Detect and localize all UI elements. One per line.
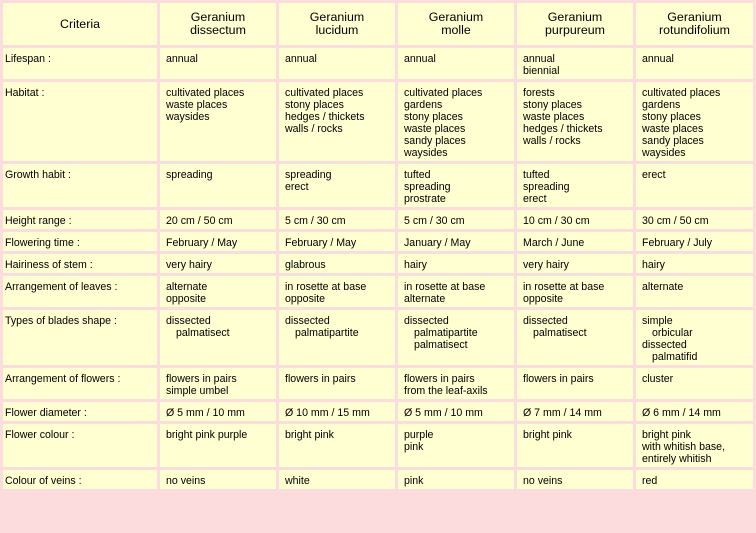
cell-line: alternate (166, 281, 208, 293)
cell-line: Ø 10 mm / 15 mm (285, 407, 370, 419)
table-cell (279, 424, 395, 467)
table-cell (517, 232, 633, 251)
cell-line: erect (285, 181, 309, 193)
cell-line: annual (166, 53, 198, 65)
cell-line: hairy (404, 259, 427, 271)
cell-line: white (285, 475, 310, 487)
table-row (3, 210, 753, 229)
table-cell (398, 276, 514, 307)
species-name: purpureum (545, 23, 605, 37)
cell-line: opposite (285, 293, 326, 305)
table-cell (517, 310, 633, 365)
cell-line: stony places (523, 99, 582, 111)
table-cell (398, 82, 514, 161)
table-row (3, 232, 753, 251)
header-row (3, 3, 753, 45)
table-row (3, 48, 753, 79)
cell-line: flowers in pairs (404, 373, 475, 385)
criteria-label: Types of blades shape : (3, 310, 157, 365)
criteria-label: Habitat : (3, 82, 157, 161)
species-genus: Geranium (667, 10, 722, 24)
table-row (3, 402, 753, 421)
cell-line: 30 cm / 50 cm (642, 215, 709, 227)
cell-line: walls / rocks (285, 123, 343, 135)
cell-line: annual (285, 53, 317, 65)
cell-line: cultivated places (285, 87, 364, 99)
criteria-label: Flowering time : (3, 232, 157, 251)
cell-line: tufted (404, 169, 431, 181)
cell-line: dissected (404, 315, 449, 327)
table-cell (398, 402, 514, 421)
cell-line: no veins (166, 475, 206, 487)
cell-line: waysides (404, 147, 448, 159)
table-cell (279, 164, 395, 207)
cell-line: flowers in pairs (523, 373, 594, 385)
cell-line: entirely whitish (642, 453, 712, 465)
table-cell (160, 424, 276, 467)
table-cell (160, 470, 276, 489)
cell-line: palmatifid (652, 351, 698, 363)
cell-line: bright pink purple (166, 429, 248, 441)
cell-line: opposite (523, 293, 564, 305)
table-cell (636, 210, 753, 229)
table-row (3, 424, 753, 467)
cell-line: pink (404, 441, 424, 453)
table-cell (398, 424, 514, 467)
criteria-label: Flower diameter : (3, 402, 157, 421)
cell-line: tufted (523, 169, 550, 181)
cell-line: February / July (642, 237, 713, 249)
criteria-header: Criteria (3, 3, 157, 45)
cell-line: spreading (404, 181, 451, 193)
table-row (3, 310, 753, 365)
cell-line: waysides (166, 111, 210, 123)
cell-line: 5 cm / 30 cm (285, 215, 346, 227)
cell-line: no veins (523, 475, 563, 487)
table-cell (279, 232, 395, 251)
cell-line: erect (523, 193, 547, 205)
cell-line: in rosette at base (285, 281, 367, 293)
cell-line: red (642, 475, 658, 487)
cell-line: February / May (166, 237, 238, 249)
species-genus: Geranium (190, 10, 246, 24)
cell-line: bright pink (642, 429, 691, 441)
species-genus: Geranium (428, 10, 484, 24)
cell-line: stony places (404, 111, 463, 123)
table-cell (636, 276, 753, 307)
table-row (3, 254, 753, 273)
cell-line: simple (642, 315, 673, 327)
table-cell (160, 210, 276, 229)
cell-line: biennial (523, 65, 560, 77)
species-name: molle (441, 23, 471, 37)
table-cell (636, 402, 753, 421)
criteria-label: Height range : (3, 210, 157, 229)
cell-line: hedges / thickets (523, 123, 603, 135)
criteria-label: Colour of veins : (3, 470, 157, 489)
cell-line: simple umbel (166, 385, 229, 397)
table-cell (160, 310, 276, 365)
table-row (3, 82, 753, 161)
cell-line: forests (523, 87, 555, 99)
cell-line: dissected (285, 315, 330, 327)
table-cell (636, 424, 753, 467)
table-cell (279, 402, 395, 421)
table-cell (636, 368, 753, 399)
criteria-label: Arrangement of leaves : (3, 276, 157, 307)
cell-line: erect (642, 169, 666, 181)
cell-line: 20 cm / 50 cm (166, 215, 233, 227)
table-cell (636, 310, 753, 365)
table-cell (636, 254, 753, 273)
table-cell (398, 310, 514, 365)
table-cell (398, 368, 514, 399)
species-name: dissectum (190, 23, 246, 37)
cell-line: dissected (166, 315, 211, 327)
cell-line: cluster (642, 373, 674, 385)
cell-line: sandy places (642, 135, 704, 147)
table-cell (517, 402, 633, 421)
cell-line: March / June (523, 237, 585, 249)
cell-line: glabrous (285, 259, 326, 271)
table-cell (636, 232, 753, 251)
criteria-label: Growth habit : (3, 164, 157, 207)
table-cell (160, 276, 276, 307)
table-cell (398, 232, 514, 251)
cell-line: January / May (404, 237, 471, 249)
table-cell (636, 48, 753, 79)
cell-line: palmatipartite (295, 327, 359, 339)
cell-line: gardens (642, 99, 681, 111)
species-header (517, 3, 633, 45)
species-header (398, 3, 514, 45)
cell-line: bright pink (285, 429, 334, 441)
cell-line: hedges / thickets (285, 111, 365, 123)
criteria-label: Lifespan : (3, 48, 157, 79)
table-cell (279, 254, 395, 273)
cell-line: Ø 6 mm / 14 mm (642, 407, 721, 419)
table-cell (517, 164, 633, 207)
table-cell (517, 470, 633, 489)
cell-line: stony places (285, 99, 344, 111)
cell-line: spreading (166, 169, 213, 181)
table-row (3, 276, 753, 307)
cell-line: waste places (166, 99, 228, 111)
table-cell (517, 254, 633, 273)
table-cell (279, 368, 395, 399)
cell-line: pink (404, 475, 424, 487)
cell-line: alternate (642, 281, 684, 293)
cell-line: annual (523, 53, 555, 65)
species-header (279, 3, 395, 45)
cell-line: purple (404, 429, 434, 441)
table-cell (279, 210, 395, 229)
cell-line: prostrate (404, 193, 446, 205)
cell-line: palmatipartite (414, 327, 478, 339)
cell-line: 10 cm / 30 cm (523, 215, 590, 227)
cell-line: Ø 5 mm / 10 mm (404, 407, 483, 419)
cell-line: February / May (285, 237, 357, 249)
cell-line: from the leaf-axils (404, 385, 488, 397)
cell-line: annual (404, 53, 436, 65)
cell-line: waste places (404, 123, 466, 135)
table-cell (517, 276, 633, 307)
cell-line: Ø 7 mm / 14 mm (523, 407, 602, 419)
cell-line: waysides (642, 147, 686, 159)
table-cell (160, 82, 276, 161)
cell-line: palmatisect (533, 327, 587, 339)
table-cell (160, 402, 276, 421)
table-cell (636, 470, 753, 489)
cell-line: cultivated places (404, 87, 483, 99)
cell-line: dissected (523, 315, 568, 327)
cell-line: palmatisect (414, 339, 468, 351)
cell-line: 5 cm / 30 cm (404, 215, 465, 227)
table-cell (517, 210, 633, 229)
cell-line: sandy places (404, 135, 466, 147)
cell-line: cultivated places (166, 87, 245, 99)
cell-line: flowers in pairs (285, 373, 356, 385)
cell-line: spreading (523, 181, 570, 193)
table-cell (636, 82, 753, 161)
table-cell (160, 164, 276, 207)
table-cell (398, 254, 514, 273)
cell-line: spreading (285, 169, 332, 181)
table-cell (398, 164, 514, 207)
species-header (160, 3, 276, 45)
cell-line: with whitish base, (642, 441, 726, 453)
table-body (3, 48, 753, 489)
table-row (3, 164, 753, 207)
table-cell (517, 82, 633, 161)
table-cell (160, 48, 276, 79)
table-cell (279, 470, 395, 489)
criteria-label: Arrangement of flowers : (3, 368, 157, 399)
cell-line: palmatisect (176, 327, 230, 339)
table-cell (279, 310, 395, 365)
cell-line: bright pink (523, 429, 572, 441)
species-genus: Geranium (547, 10, 603, 24)
cell-line: in rosette at base (523, 281, 605, 293)
table-cell (398, 48, 514, 79)
cell-line: walls / rocks (523, 135, 581, 147)
table-cell (398, 210, 514, 229)
cell-line: very hairy (523, 259, 569, 271)
table-cell (160, 254, 276, 273)
table-cell (279, 276, 395, 307)
cell-line: annual (642, 53, 674, 65)
cell-line: hairy (642, 259, 665, 271)
table-cell (398, 470, 514, 489)
cell-line: very hairy (166, 259, 212, 271)
table-cell (517, 424, 633, 467)
cell-line: waste places (642, 123, 704, 135)
species-header (636, 3, 753, 45)
cell-line: cultivated places (642, 87, 721, 99)
cell-line: flowers in pairs (166, 373, 237, 385)
species-name: rotundifolium (659, 23, 730, 37)
table-cell (160, 232, 276, 251)
cell-line: alternate (404, 293, 446, 305)
cell-line: in rosette at base (404, 281, 486, 293)
cell-line: orbicular (652, 327, 693, 339)
cell-line: gardens (404, 99, 443, 111)
criteria-label: Flower colour : (3, 424, 157, 467)
table-cell (517, 368, 633, 399)
cell-line: dissected (642, 339, 687, 351)
table-cell (517, 48, 633, 79)
species-name: lucidum (315, 23, 359, 37)
table-cell (279, 48, 395, 79)
cell-line: stony places (642, 111, 701, 123)
table-cell (160, 368, 276, 399)
table-cell (279, 82, 395, 161)
cell-line: waste places (523, 111, 585, 123)
species-genus: Geranium (309, 10, 365, 24)
cell-line: opposite (166, 293, 207, 305)
table-row (3, 470, 753, 489)
criteria-label: Hairiness of stem : (3, 254, 157, 273)
table-row (3, 368, 753, 399)
cell-line: Ø 5 mm / 10 mm (166, 407, 245, 419)
table-cell (636, 164, 753, 207)
